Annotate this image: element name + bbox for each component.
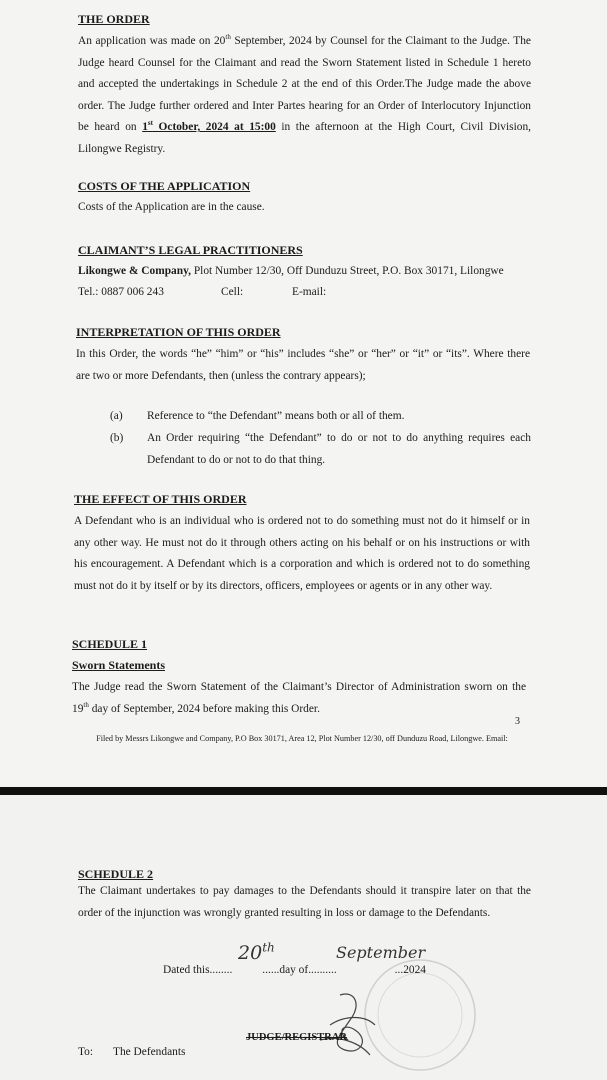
judge-registrar-title: JUDGE/REGISTRAR xyxy=(246,1032,347,1043)
practitioners-tel: Tel.: 0887 006 243 xyxy=(78,286,164,298)
interpretation-item-b-label: (b) xyxy=(110,432,124,444)
practitioners-address: Likongwe & Company, Plot Number 12/30, Off Dunduzu Street, P.O. Box 30171, Lilongwe xyxy=(78,265,504,277)
practitioners-cell: Cell: xyxy=(221,286,244,298)
schedule1-subheading: Sworn Statements xyxy=(72,658,165,672)
practitioners-heading: CLAIMANT’S LEGAL PRACTITIONERS xyxy=(78,243,303,257)
interpretation-item-a-text: Reference to “the Defendant” means both or all of them. xyxy=(147,410,405,422)
effect-text: A Defendant who is an individual who is ordered not to do something must not do it himself or in any other way. He must not do it through others acting on his behalf or on his instructions or with his encouragement. A Defendant which is a corporation and which is ordered not to do something must not do it by itself or by its directors, officers, employees or agents or in any other way. xyxy=(74,515,530,592)
page-number: 3 xyxy=(515,716,520,727)
costs-heading: COSTS OF THE APPLICATION xyxy=(78,179,251,193)
schedule1-heading: SCHEDULE 1 xyxy=(72,637,148,651)
signature-icon xyxy=(300,985,390,1065)
costs-text: Costs of the Application are in the cause. xyxy=(78,201,265,213)
document-page-2 xyxy=(0,795,607,1080)
interpretation-heading: INTERPRETATION OF THIS ORDER xyxy=(76,325,281,339)
hearing-date: 1st October, 2024 at 15:00 xyxy=(142,119,276,133)
schedule2-heading: SCHEDULE 2 xyxy=(78,867,154,881)
handwritten-day: 20th xyxy=(238,940,275,964)
dated-line: Dated this........ ......day of.......... ...2024 xyxy=(163,964,426,976)
to-label: To: xyxy=(78,1046,94,1058)
schedule2-text: The Claimant undertakes to pay damages to the Defendants should it transpire later on that the order of the injunction was wrongly granted resulting in loss or damage to the Defendants. xyxy=(78,885,531,919)
practitioners-email: E-mail: xyxy=(292,286,327,298)
to-value: The Defendants xyxy=(113,1046,186,1058)
filed-by-footer: Filed by Messrs Likongwe and Company, P.O Box 30171, Area 12, Plot Number 12/30, off Dunduzu Road, Lilongwe. Email: xyxy=(96,734,508,743)
interpretation-text: In this Order, the words “he” “him” or “his” includes “she” or “her” or “it” or “its”. Where there are two or more Defendants, then (unless the contrary appears); xyxy=(76,348,530,382)
effect-heading: THE EFFECT OF THIS ORDER xyxy=(74,492,247,506)
schedule1-text: The Judge read the Sworn Statement of the Claimant’s Director of Administration sworn on the 19th day of September, 2024 before making this Order. xyxy=(72,681,526,715)
order-paragraph: An application was made on 20th September, 2024 by Counsel for the Claimant to the Judge. The Judge heard Counsel for the Claimant and read the Sworn Statement listed in Schedule 1 hereto and accepted the undertakings in Schedule 2 at the end of this Order.The Judge made the above order. The Judge further ordered and Inter Partes hearing for an Order of Interlocutory Injunction be heard on 1st October, 2024 at 15:00 in the afternoon at the High Court, Civil Division, Lilongwe Registry. xyxy=(78,33,532,155)
order-heading: THE ORDER xyxy=(78,12,150,26)
interpretation-item-a-label: (a) xyxy=(110,410,123,422)
interpretation-item-b-text: An Order requiring “the Defendant” to do or not to do anything requires each Defendant to do or not to do that thing. xyxy=(147,432,531,466)
handwritten-month: September xyxy=(336,943,426,962)
